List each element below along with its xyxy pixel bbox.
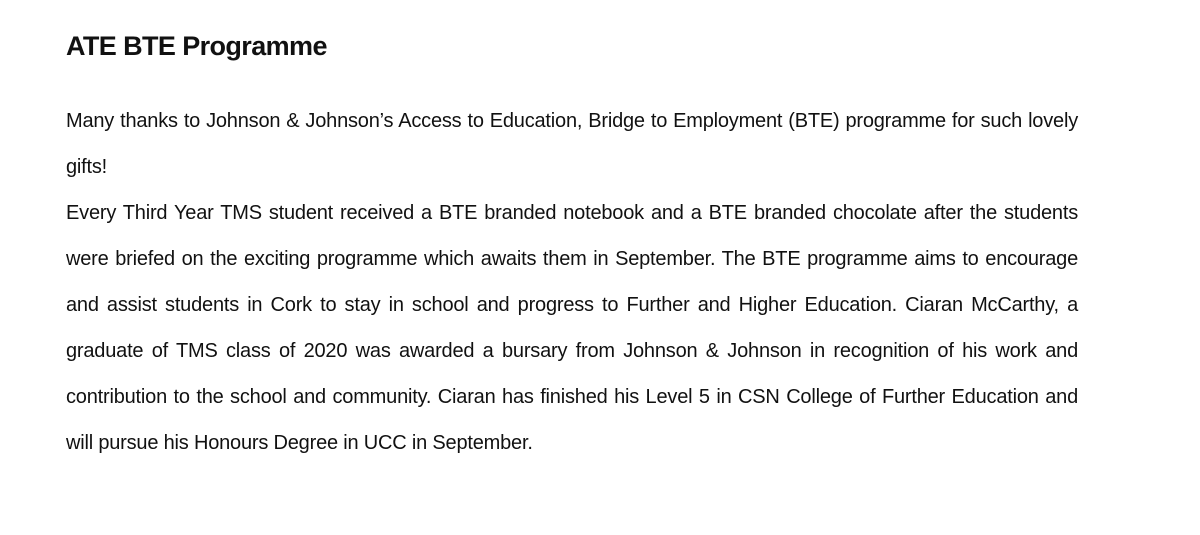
document [66, 26, 1078, 466]
paragraph-thanks: Many thanks to Johnson & Johnson’s Access to Education, Bridge to Employment (BTE) programme for such lovely gifts! [66, 110, 1078, 178]
page-title: ATE BTE Programme [66, 31, 327, 61]
paragraph-details: Every Third Year TMS student received a BTE branded notebook and a BTE branded chocolate after the students were briefed on the exciting programme which awaits them in September. The BTE programme aims to encourage and assist students in Cork to stay in school and progress to Further and Higher Education. Ciaran McCarthy, a graduate of TMS class of 2020 was awarded a bursary from Johnson & Johnson in recognition of his work and contribution to the school and community. Ciaran has finished his Level 5 in CSN College of Further Education and will pursue his Honours Degree in UCC in September. [66, 202, 1078, 454]
document-body [66, 98, 1078, 466]
